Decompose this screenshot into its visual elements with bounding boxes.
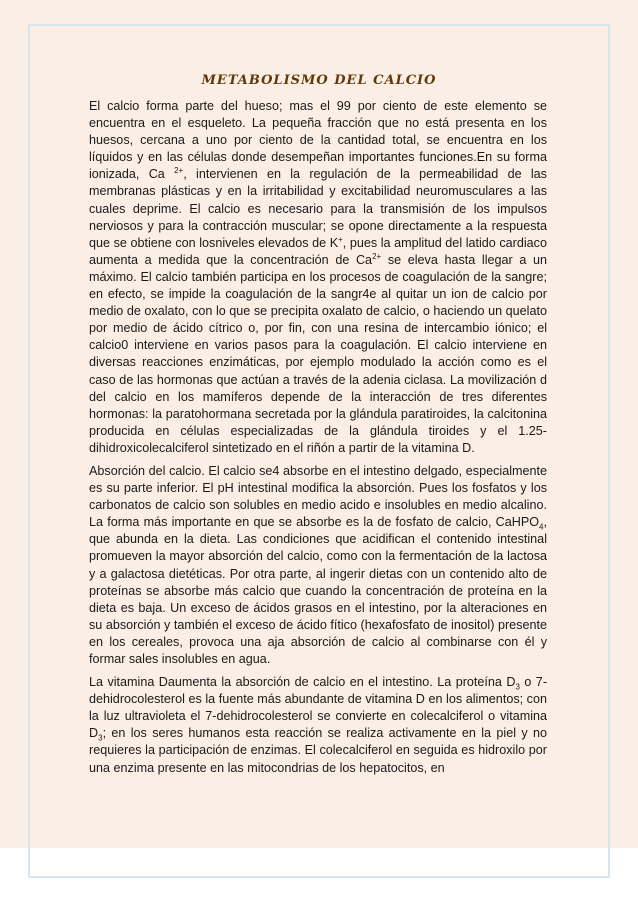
page-title: METABOLISMO DEL CALCIO — [201, 73, 437, 88]
paragraph-vitamin-d: La vitamina Daumenta la absorción de calcio en el intestino. La proteína $D_3$ o 7-dehidrocolesterol es la fuente más abundante de vitamina D en los alimentos; con la luz ultravioleta el 7-dehidrocolesterol se convierte en colecalciferol o vitamina $D_3$; en los seres humanos esta reacción se realiza activamente en la piel y no requieres la participación de enzimas. El colecalciferol en seguida es hidroxilo por una enzima presente en las mitocondrias de los hepatocitos, en — [89, 675, 548, 775]
document-body — [89, 98, 547, 783]
paragraph-calcium-intro: El calcio forma parte del hueso; mas el 99 por ciento de este elemento se encuentra en el esqueleto. La pequeña fracción que no está presenta en los huesos, cercana a uno por ciento de la cantidad total, se encuentra en los líquidos y en las células donde desempeñan importantes funciones.En su forma ionizada, Ca $^{2+}$, intervienen en la regulación de la permeabilidad de las membranas plásticas y en la irritabilidad y excitabilidad neuromusculares a las cuales deprime. El calcio es necesario para la transmisión de los impulsos nerviosos y para la contracción muscular; se opone directamente a la respuesta que se obtiene con losniveles elevados de K+, pues la amplitud del latido cardiaco aumenta a medida que la concentración de $Ca^{2+}$ se eleva hasta llegar a un máximo. El calcio también participa en los procesos de coagulación de la sangre; en efecto, se impide la coagulación de la sangr4e al quitar un ion de calcio por medio de oxalato, con lo que se precipita oxalato de calcio, o haciendo un quelato por medio de ácido cítrico o, por fin, con una resina de intercambio iónico; el calcio0 interviene en varios pasos para la coagulación. El calcio interviene en diversas reacciones enzimáticas, por ejemplo modulado la acción como es el caso de las hormonas que actúan a través de la adenia ciclasa. La movilización d del calcio en los mamíferos depende de la interacción de tres diferentes hormonas: la paratohormana secretada por la glándula paratiroides, la calcitonina producida en células especializadas de la glándula tiroides y el 1.25-dihidroxicolecalciferol sintetizado en el riñón a partir de la vitamina D. — [89, 99, 547, 455]
paragraph-calcium-absorption: Absorción del calcio. El calcio se4 absorbe en el intestino delgado, especialmente es su parte inferior. El pH intestinal modifica la absorción. Pues los fosfatos y los carbonatos de calcio son solubles en medio acido e insolubles en medio alcalino. La forma más importante en que se absorbe es la de fosfato de calcio, CaHPO$_4$, que abunda en la dieta. Las condiciones que acidifican el contenido intestinal promueven la mayor absorción del calcio, como con la fermentación de la lactosa y a galactosa dietéticas. Por otra parte, al ingerir dietas con un contenido alto de proteínas se absorbe más calcio que cuando la concentración de proteína en la dieta es baja. Un exceso de ácidos grasos en el intestino, por la alteraciones en su absorción y también el exceso de ácido fítico (hexafosfato de inositol) presente en los cereales, provoca una aja absorción de calcio al combinarse con él y formar sales insolubles en agua. — [89, 463, 547, 666]
